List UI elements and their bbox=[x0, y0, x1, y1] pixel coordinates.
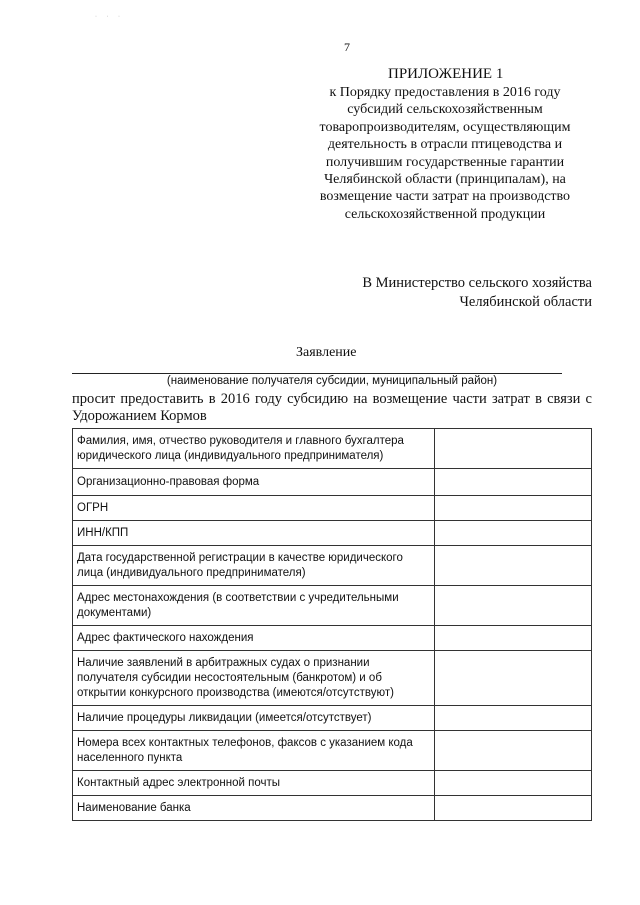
appendix-description bbox=[300, 84, 590, 223]
row-value-cell[interactable] bbox=[435, 586, 592, 626]
table-row bbox=[73, 469, 592, 496]
addressee-line: Челябинской области bbox=[459, 293, 592, 310]
table-row bbox=[73, 651, 592, 706]
table-row bbox=[73, 429, 592, 469]
row-value-cell[interactable] bbox=[435, 521, 592, 546]
addressee-line: В Министерство сельского хозяйства bbox=[362, 275, 592, 291]
table-row bbox=[73, 796, 592, 821]
document-title: Заявление bbox=[296, 345, 357, 360]
row-value-cell[interactable] bbox=[435, 706, 592, 731]
appendix-line: получившим государственные гарантии bbox=[325, 154, 565, 170]
row-label: Дата государственной регистрации в качестве юридического лица (индивидуального предпринимателя) bbox=[73, 546, 435, 586]
table-row bbox=[73, 546, 592, 586]
row-label: Номера всех контактных телефонов, факсов с указанием кода населенного пункта bbox=[73, 731, 435, 771]
table-row bbox=[73, 586, 592, 626]
row-label: Адрес местонахождения (в соответствии с учредительными документами) bbox=[73, 586, 435, 626]
row-value-cell[interactable] bbox=[435, 796, 592, 821]
recipient-name-caption: (наименование получателя субсидии, муниципальный район) bbox=[166, 375, 498, 387]
row-label: ОГРН bbox=[73, 496, 435, 521]
appendix-line: к Порядку предоставления в 2016 году bbox=[329, 85, 561, 100]
row-label: Адрес фактического нахождения bbox=[73, 626, 435, 651]
row-label: Наличие процедуры ликвидации (имеется/отсутствует) bbox=[73, 706, 435, 731]
appendix-line: Челябинской области (принципалам), на bbox=[324, 172, 566, 188]
table-row bbox=[73, 626, 592, 651]
row-value-cell[interactable] bbox=[435, 429, 592, 469]
row-value-cell[interactable] bbox=[435, 626, 592, 651]
appendix-title: ПРИЛОЖЕНИЕ 1 bbox=[388, 66, 504, 82]
table-row bbox=[73, 496, 592, 521]
row-label: Организационно-правовая форма bbox=[73, 469, 435, 496]
recipient-name-line bbox=[72, 373, 562, 374]
request-paragraph: просит предоставить в 2016 году субсидию на возмещение части затрат в связи с Удорожанием Кормов bbox=[72, 391, 592, 424]
row-value-cell[interactable] bbox=[435, 731, 592, 771]
row-value-cell[interactable] bbox=[435, 771, 592, 796]
row-label: Контактный адрес электронной почты bbox=[73, 771, 435, 796]
table-row bbox=[73, 706, 592, 731]
scan-specks: · · · bbox=[95, 14, 124, 20]
appendix-line: деятельность в отрасли птицеводства и bbox=[327, 137, 563, 153]
appendix-line: возмещение части затрат на производство bbox=[319, 189, 571, 205]
appendix-line: субсидий сельскохозяйственным bbox=[347, 102, 543, 118]
row-value-cell[interactable] bbox=[435, 496, 592, 521]
table-row bbox=[73, 521, 592, 546]
table-row bbox=[73, 771, 592, 796]
table-row bbox=[73, 731, 592, 771]
appendix-line: сельскохозяйственной продукции bbox=[344, 206, 546, 222]
row-value-cell[interactable] bbox=[435, 546, 592, 586]
appendix-line: товаропроизводителям, осуществляющим bbox=[319, 119, 571, 135]
row-value-cell[interactable] bbox=[435, 469, 592, 496]
addressee-block bbox=[330, 274, 592, 311]
applicant-details-table bbox=[72, 428, 592, 821]
row-label: Наличие заявлений в арбитражных судах о признании получателя субсидии несостоятельным (банкротом) и об открытии конкурсного производства (имеются/отсутствуют) bbox=[73, 651, 435, 706]
row-value-cell[interactable] bbox=[435, 651, 592, 706]
page-number: 7 bbox=[344, 40, 350, 54]
row-label: ИНН/КПП bbox=[73, 521, 435, 546]
row-label: Фамилия, имя, отчество руководителя и главного бухгалтера юридического лица (индивидуального предпринимателя) bbox=[73, 429, 435, 469]
row-label: Наименование банка bbox=[73, 796, 435, 821]
